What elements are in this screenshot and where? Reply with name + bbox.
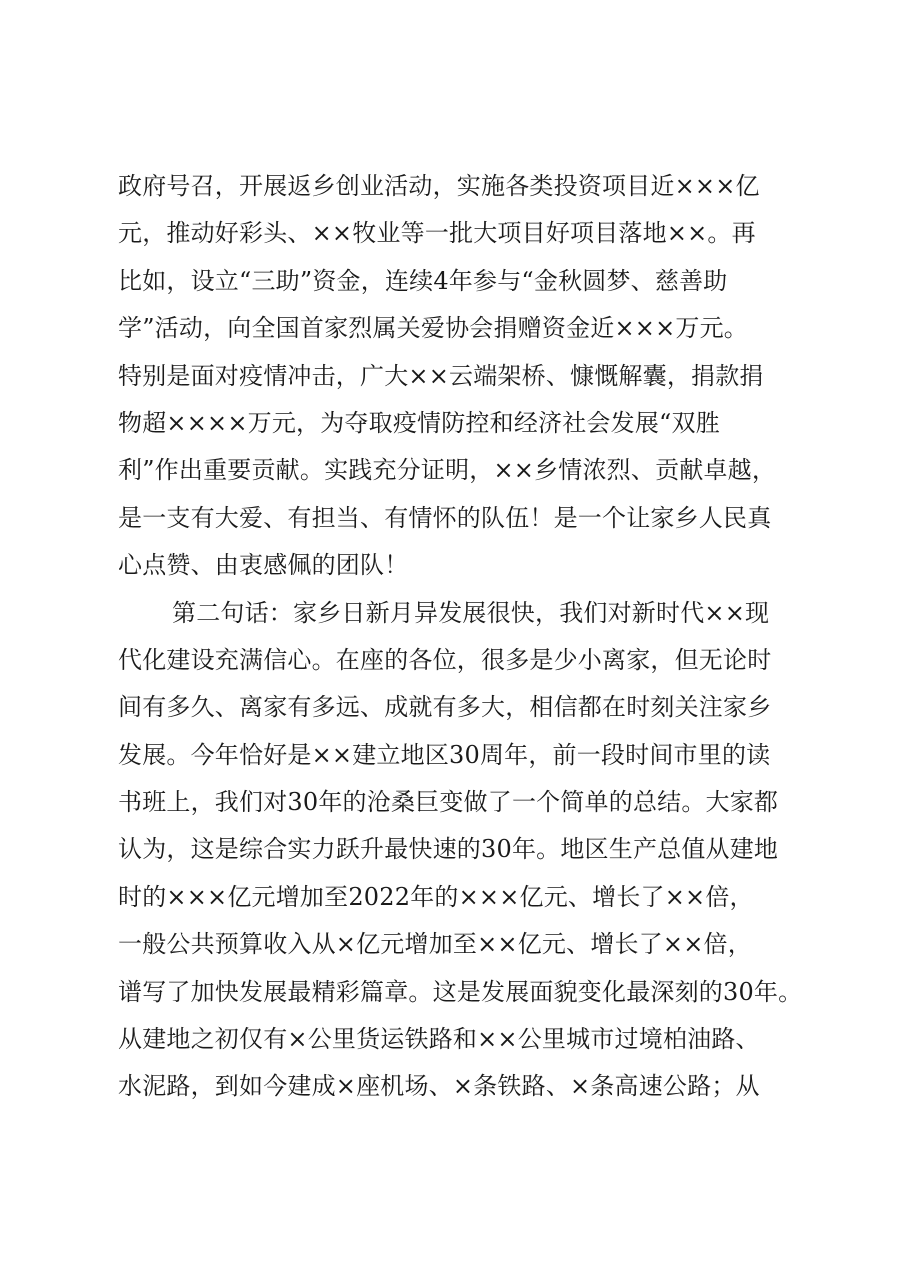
text-line: 物超××××万元，为夺取疫情防控和经济社会发展“双胜 bbox=[118, 408, 720, 437]
text-line: 一般公共预算收入从×亿元增加至××亿元、增长了××倍， bbox=[118, 930, 752, 959]
text-line: 元，推动好彩头、××牧业等一批大项目好项目落地××。再 bbox=[118, 219, 756, 248]
text-line: 政府号召，开展返乡创业活动，实施各类投资项目近×××亿 bbox=[118, 172, 760, 200]
text-line: 间有多久、离家有多远、成就有多大，相信都在时刻关注家乡 bbox=[118, 693, 772, 722]
text-line: 从建地之初仅有×公里货运铁路和××公里城市过境柏油路、 bbox=[118, 1025, 760, 1054]
text-line: 谱写了加快发展最精彩篇章。这是发展面貌变化最深刻的30年。 bbox=[118, 977, 803, 1006]
text-line: 特别是面对疫情冲击，广大××云端架桥、慷慨解囊，捐款捐 bbox=[118, 361, 764, 390]
text-line: 利”作出重要贡献。实践充分证明，××乡情浓烈、贡献卓越， bbox=[118, 456, 777, 485]
text-line: 书班上，我们对30年的沧桑巨变做了一个简单的总结。大家都 bbox=[118, 788, 779, 817]
text-line: 心点赞、由衷感佩的团队！ bbox=[118, 551, 409, 580]
text-line: 发展。今年恰好是××建立地区30周年，前一段时间市里的读 bbox=[118, 740, 771, 769]
text-line: 学”活动，向全国首家烈属关爱协会捐赠资金近×××万元。 bbox=[118, 314, 748, 343]
text-line: 比如，设立“三助”资金，连续4年参与“金秋圆梦、慈善助 bbox=[118, 266, 728, 295]
text-line: 水泥路，到如今建成×座机场、×条铁路、×条高速公路；从 bbox=[118, 1072, 760, 1101]
text-line: 时的×××亿元增加至2022年的×××亿元、增长了××倍， bbox=[118, 882, 754, 911]
body-text bbox=[118, 163, 818, 1111]
text-line: 认为，这是综合实力跃升最快速的30年。地区生产总值从建地 bbox=[118, 835, 779, 864]
paragraph-start-line: 第二句话：家乡日新月异发展很快，我们对新时代××现 bbox=[172, 598, 770, 627]
text-line: 是一支有大爱、有担当、有情怀的队伍！是一个让家乡人民真 bbox=[118, 503, 772, 532]
text-line: 代化建设充满信心。在座的各位，很多是少小离家，但无论时 bbox=[118, 645, 772, 674]
